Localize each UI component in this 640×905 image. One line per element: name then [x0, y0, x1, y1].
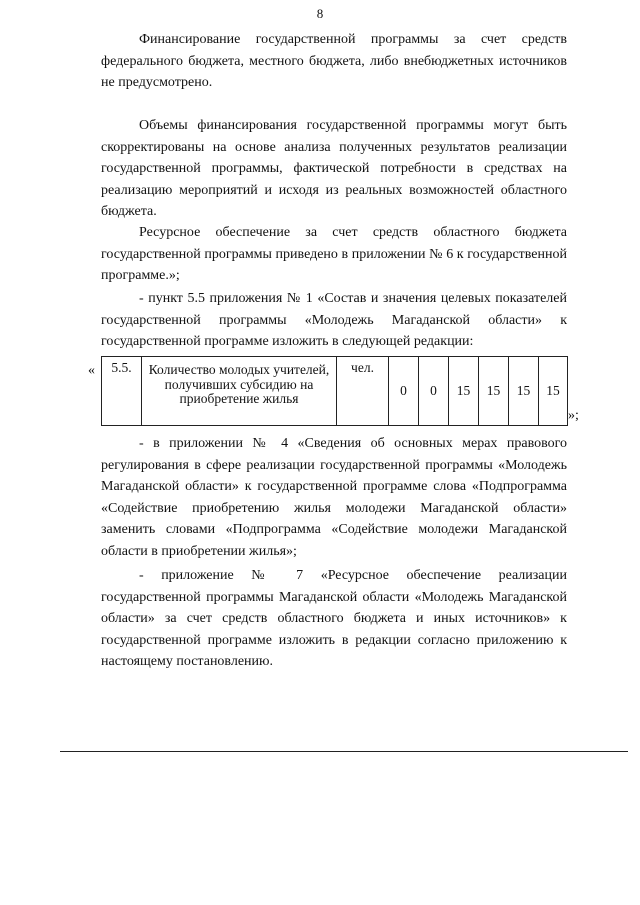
paragraph-appendix-4 [101, 433, 567, 562]
paragraph-text: Финансирование государственной программы за счет средств федерального бюджета, местного бюджета, либо внебюджетных источников не предусмотрено. [101, 32, 567, 90]
paragraph-text: Ресурсное обеспечение за счет средств областного бюджета государственной программы приведено в приложении № 6 к государственной программе.»; [101, 225, 567, 283]
cell-value: 15 [539, 357, 568, 426]
cell-value: 0 [419, 357, 449, 426]
table-quote-close: »; [568, 408, 579, 423]
cell-value: 0 [389, 357, 419, 426]
horizontal-rule [60, 751, 628, 752]
paragraph-financing-volumes [101, 115, 567, 223]
page-number: 8 [316, 6, 324, 21]
table-row [102, 357, 568, 426]
indicator-table [101, 356, 568, 426]
paragraph-item-5-5 [101, 288, 567, 353]
paragraph-text: Объемы финансирования государственной программы могут быть скорректированы на основе анализа полученных результатов реализации государственной программы, фактической потребности в средствах на реализацию мероприятий и исходя из реальных возможностей областного бюджета. [101, 118, 567, 219]
paragraph-appendix-7 [101, 565, 567, 673]
table-quote-open: « [88, 363, 95, 378]
paragraph-financing-sources [101, 29, 567, 94]
paragraph-text: - в приложении № 4 «Сведения об основных мерах правового регулирования в сфере реализации государственной программы «Молодежь Магаданской области» к государственной программе слова «Подпрограмма «Содействие приобретению жилья молодежи Магаданской области» заменить словами «Подпрограмма «Содействие молодежи Магаданской области в приобретении жилья»; [101, 436, 567, 559]
paragraph-resource-provision [101, 222, 567, 287]
paragraph-text: - пункт 5.5 приложения № 1 «Состав и значения целевых показателей государственной программы «Молодежь Магаданской области» к государственной программе изложить в следующей редакции: [101, 291, 567, 349]
cell-number: 5.5. [102, 357, 142, 426]
paragraph-text: - приложение № 7 «Ресурсное обеспечение реализации государственной программы Магаданской области «Молодежь Магаданской области» за счет средств областного бюджета и иных источников» к государственной программе изложить в редакции согласно приложению к настоящему постановлению. [101, 568, 567, 669]
cell-value: 15 [449, 357, 479, 426]
cell-indicator-name: Количество молодых учителей, получивших субсидию на приобретение жилья [142, 357, 337, 426]
cell-value: 15 [479, 357, 509, 426]
cell-unit: чел. [337, 357, 389, 426]
cell-value: 15 [509, 357, 539, 426]
